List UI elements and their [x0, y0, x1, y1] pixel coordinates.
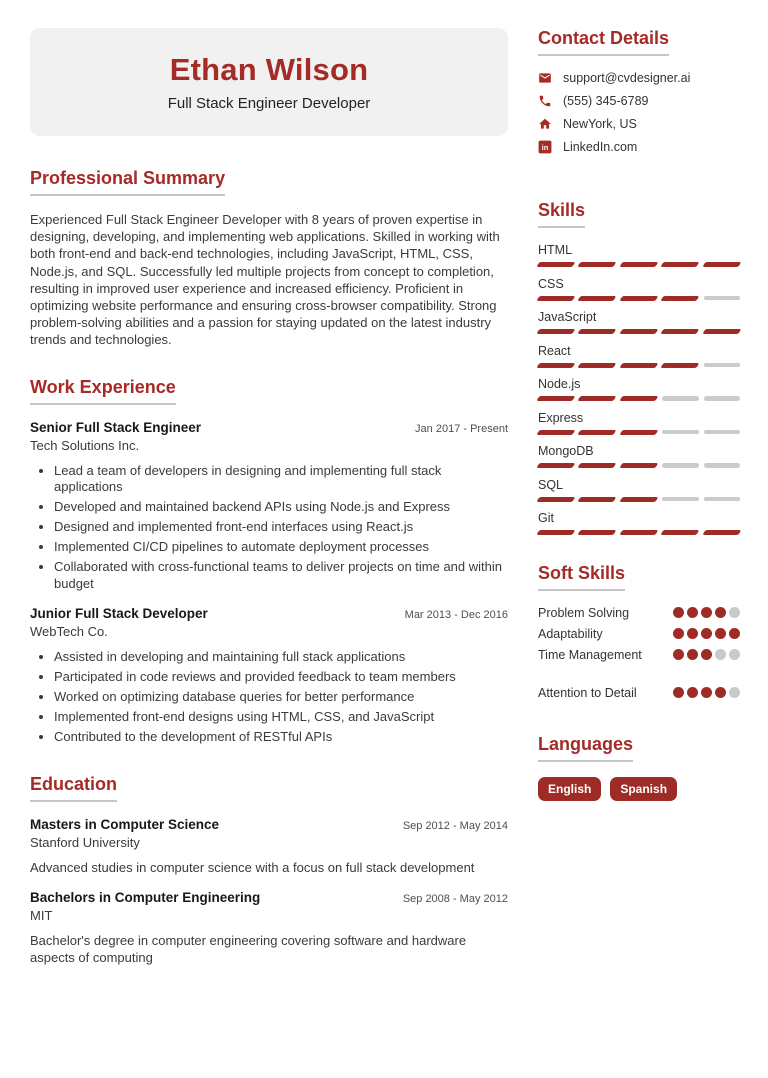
skill-row — [538, 444, 740, 468]
skill-bar-segment — [578, 296, 617, 301]
skill-name: JavaScript — [538, 310, 597, 324]
section-work-experience — [30, 377, 508, 746]
skill-bar-segment — [537, 497, 576, 502]
education-dates: Sep 2012 - May 2014 — [402, 819, 508, 832]
rating-dot — [673, 687, 684, 698]
summary-text: Experienced Full Stack Engineer Developer with 8 years of proven expertise in designing, developing, and implementing web applications. Skilled in working with both front-end and back-end technologies, including JavaScript, HTML, CSS, Node.js, and SQL. Successfully led multiple projects from concept to completion, resulting in improved user experience and increased efficiency. Proficient in optimizing website performance and ensuring cross-browser compatibility. Strong problem-solving abilities and a passion for staying updated on the latest industry trends and technologies. — [30, 212, 500, 348]
job-header — [30, 606, 508, 621]
skill-bar — [538, 329, 740, 334]
rating-dot — [701, 687, 712, 698]
section-education — [30, 774, 508, 966]
skill-name: Git — [538, 511, 554, 525]
job-bullet-list — [30, 649, 508, 746]
skill-bar-segment — [578, 530, 617, 535]
contact-heading: Contact Details — [538, 28, 669, 56]
skill-row — [538, 511, 740, 535]
skill-bar-segment — [578, 497, 617, 502]
skill-bar-segment — [537, 329, 576, 334]
contact-row-location — [538, 117, 740, 131]
skill-bar-segment — [537, 530, 576, 535]
soft-skill-rating — [673, 649, 740, 660]
degree-title: Bachelors in Computer Engineering — [30, 889, 261, 905]
home-icon — [538, 117, 552, 131]
rating-dot — [673, 607, 684, 618]
skill-bar-segment — [619, 530, 658, 535]
skill-bar-segment — [661, 530, 700, 535]
soft-skill-name: Time Management — [538, 647, 642, 662]
skill-row — [538, 243, 740, 267]
skill-bar-segment — [619, 463, 658, 468]
candidate-title: Full Stack Engineer Developer — [167, 95, 371, 112]
rating-dot — [687, 687, 698, 698]
rating-dot — [687, 607, 698, 618]
skill-bar — [538, 396, 740, 401]
soft-skill-name: Adaptability — [538, 626, 603, 641]
section-soft-skills — [538, 563, 740, 700]
skill-bar-segment — [661, 296, 700, 301]
skill-bar-segment — [661, 262, 700, 267]
job-company: WebTech Co. — [30, 624, 108, 640]
skill-bar-segment — [537, 396, 576, 401]
skill-bar-segment — [619, 296, 658, 301]
skill-bar-segment — [537, 430, 576, 435]
skill-bar-segment — [662, 396, 698, 401]
job-company: Tech Solutions Inc. — [30, 437, 140, 453]
job-entry — [30, 420, 508, 593]
job-bullet: • Participated in code reviews and provided feedback to team members — [54, 669, 508, 686]
school-name: Stanford University — [30, 834, 140, 850]
skill-row — [538, 411, 740, 435]
skill-bar-segment — [704, 463, 740, 468]
contact-row-phone — [538, 94, 740, 108]
soft-skill-name: Attention to Detail — [538, 685, 637, 700]
job-entry — [30, 606, 508, 746]
soft-skill-rating — [673, 628, 740, 639]
rating-dot — [715, 607, 726, 618]
education-entry — [30, 890, 508, 966]
skill-bar-segment — [578, 463, 617, 468]
soft-skill-row — [538, 686, 740, 700]
main-column — [30, 28, 508, 1078]
skill-bar-segment — [578, 396, 617, 401]
skill-bar — [538, 497, 740, 502]
job-bullet: • Contributed to the development of RESTful APIs — [54, 729, 508, 746]
rating-dot — [701, 628, 712, 639]
skill-bar-segment — [704, 296, 740, 301]
rating-dot — [701, 607, 712, 618]
job-bullet: • Implemented CI/CD pipelines to automate deployment processes — [54, 539, 508, 556]
skill-bar — [538, 530, 740, 535]
contact-linkedin: LinkedIn.com — [563, 140, 638, 154]
education-description: Advanced studies in computer science with a focus on full stack development — [30, 859, 475, 875]
skill-bar-segment — [537, 363, 576, 368]
rating-dot — [715, 687, 726, 698]
rating-dot — [729, 607, 740, 618]
skill-bar-segment — [704, 363, 740, 368]
job-bullet: • Implemented front-end designs using HTML, CSS, and JavaScript — [54, 709, 508, 726]
skill-bar-segment — [578, 329, 617, 334]
skill-bar-segment — [662, 497, 698, 502]
education-dates: Sep 2008 - May 2012 — [402, 892, 508, 905]
skill-bar — [538, 363, 740, 368]
section-skills — [538, 200, 740, 535]
phone-icon — [538, 94, 552, 108]
language-badge: English — [538, 777, 601, 801]
job-title: Junior Full Stack Developer — [30, 606, 208, 622]
skill-bar-segment — [578, 363, 617, 368]
skill-bar-segment — [537, 296, 576, 301]
skill-name: SQL — [538, 477, 564, 492]
skill-bar-segment — [619, 396, 658, 401]
skill-bar-segment — [619, 430, 658, 435]
skills-heading: Skills — [538, 200, 585, 228]
job-dates: Mar 2013 - Dec 2016 — [404, 609, 508, 622]
skill-bar — [538, 296, 740, 301]
skill-bar-segment — [578, 262, 617, 267]
rating-dot — [729, 628, 740, 639]
skill-name: CSS — [538, 276, 564, 291]
skill-bar-segment — [702, 329, 741, 334]
job-bullet: • Lead a team of developers in designing and implementing full stack applications — [54, 463, 508, 496]
skill-bar-segment — [537, 463, 576, 468]
rating-dot — [701, 649, 712, 660]
contact-phone: (555) 345-6789 — [563, 94, 649, 108]
skill-name: HTML — [538, 243, 573, 257]
job-bullet: • Collaborated with cross-functional teams to deliver projects on time and within budget — [54, 559, 508, 592]
job-bullet: • Assisted in developing and maintaining full stack applications — [54, 649, 508, 666]
soft-skill-row — [538, 606, 740, 620]
soft-skill-row — [538, 648, 740, 662]
work-heading: Work Experience — [30, 377, 176, 405]
soft-skill-name: Problem Solving — [538, 605, 630, 620]
skill-row — [538, 478, 740, 502]
skill-bar-segment — [619, 497, 658, 502]
skill-bar-segment — [704, 497, 740, 502]
soft-skill-rating — [673, 687, 740, 698]
skill-row — [538, 377, 740, 401]
education-entry — [30, 817, 508, 876]
header-card — [30, 28, 508, 136]
job-bullet: • Worked on optimizing database queries for better performance — [54, 689, 508, 706]
job-header — [30, 420, 508, 435]
contact-location: NewYork, US — [563, 117, 637, 131]
skill-name: Node.js — [538, 377, 581, 391]
skill-row — [538, 344, 740, 368]
skill-row — [538, 310, 740, 334]
job-title: Senior Full Stack Engineer — [30, 419, 202, 435]
skill-name: Express — [538, 410, 584, 425]
education-header — [30, 890, 508, 905]
job-bullet: • Developed and maintained backend APIs using Node.js and Express — [54, 499, 508, 516]
rating-dot — [673, 649, 684, 660]
skill-bar-segment — [662, 463, 698, 468]
svg-text:in: in — [541, 143, 549, 153]
rating-dot — [715, 649, 726, 660]
job-bullet: • Designed and implemented front-end interfaces using React.js — [54, 519, 508, 536]
section-professional-summary — [30, 168, 508, 349]
skill-bar-segment — [662, 430, 698, 435]
section-contact-details — [538, 28, 740, 154]
skill-bar-segment — [704, 396, 740, 401]
skill-bar-segment — [619, 262, 658, 267]
skill-bar-segment — [702, 262, 741, 267]
soft-skills-heading: Soft Skills — [538, 563, 625, 591]
contact-row-email — [538, 71, 740, 85]
education-heading: Education — [30, 774, 117, 802]
rating-dot — [687, 628, 698, 639]
rating-dot — [673, 628, 684, 639]
sidebar-column — [538, 28, 740, 1078]
summary-heading: Professional Summary — [30, 168, 225, 196]
rating-dot — [687, 649, 698, 660]
languages-heading: Languages — [538, 734, 633, 762]
skill-bar-segment — [537, 262, 576, 267]
language-badge: Spanish — [610, 777, 677, 801]
job-bullet-list — [30, 463, 508, 593]
soft-skill-rating — [673, 607, 740, 618]
contact-email: support@cvdesigner.ai — [563, 71, 691, 85]
skill-bar — [538, 463, 740, 468]
skill-name: React — [538, 343, 571, 358]
skill-bar-segment — [661, 363, 700, 368]
skill-bar-segment — [619, 329, 658, 334]
skill-bar — [538, 430, 740, 435]
skill-bar-segment — [702, 530, 741, 535]
skill-bar-segment — [661, 329, 700, 334]
section-languages — [538, 734, 740, 801]
skill-bar-segment — [619, 363, 658, 368]
rating-dot — [729, 687, 740, 698]
soft-skill-row — [538, 627, 740, 641]
email-icon — [538, 71, 552, 85]
rating-dot — [729, 649, 740, 660]
rating-dot — [715, 628, 726, 639]
linkedin-icon — [538, 140, 552, 154]
education-header — [30, 817, 508, 832]
degree-title: Masters in Computer Science — [30, 816, 220, 832]
contact-row-linkedin — [538, 140, 740, 154]
education-description: Bachelor's degree in computer engineering covering software and hardware aspects of computing — [30, 932, 467, 965]
school-name: MIT — [30, 907, 53, 923]
language-badges — [538, 777, 740, 801]
skill-row — [538, 277, 740, 301]
job-dates: Jan 2017 - Present — [415, 422, 508, 435]
skill-bar — [538, 262, 740, 267]
candidate-name: Ethan Wilson — [169, 52, 369, 87]
skill-bar-segment — [704, 430, 740, 435]
skill-bar-segment — [578, 430, 617, 435]
skill-name: MongoDB — [538, 444, 594, 458]
